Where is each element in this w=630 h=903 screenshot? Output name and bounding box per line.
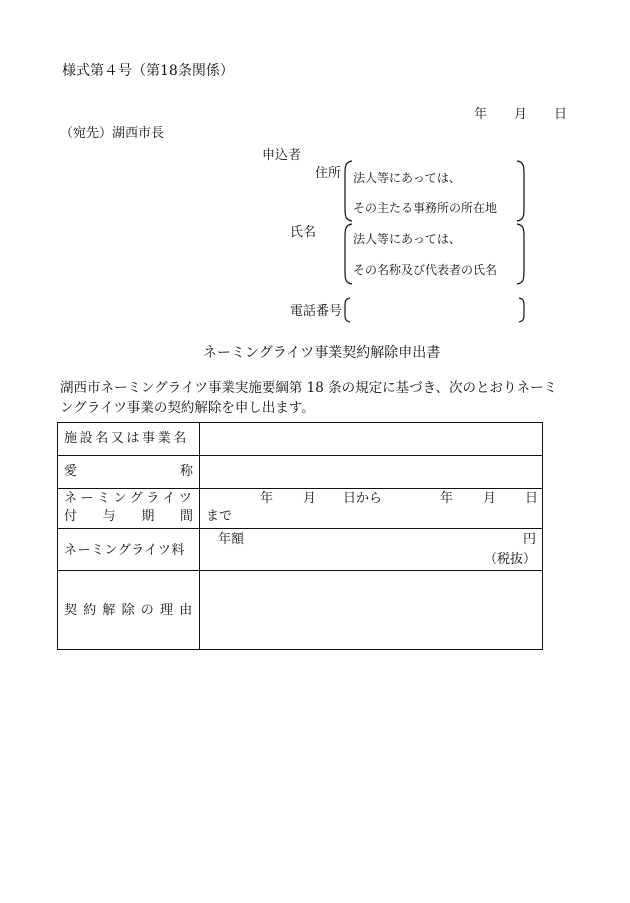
address-label: 住所: [315, 166, 342, 181]
addressee: （宛先）湖西市長: [60, 126, 165, 141]
date-year: 年: [474, 107, 488, 122]
period-from-day: 日から: [343, 491, 383, 506]
period-to-month: 月: [483, 491, 497, 506]
form-number: 様式第４号（第18条関係）: [62, 63, 234, 79]
nickname-label: 愛 称: [64, 464, 193, 479]
period-label-1: ネーミングライツ: [64, 491, 196, 506]
row-nickname: [58, 456, 543, 489]
phone-label: 電話番号: [290, 304, 343, 319]
fee-tax-note: （税抜）: [483, 552, 536, 567]
name-note-1: 法人等にあっては、: [353, 232, 461, 246]
date-month: 月: [514, 107, 528, 122]
body-line-2: ングライツ事業の契約解除を申し出ます。: [60, 400, 315, 416]
body-line-1: 湖西市ネーミングライツ事業実施要綱第 18 条の規定に基づき、次のとおりネーミ: [60, 380, 558, 396]
row-facility: [58, 423, 543, 456]
fee-annual: 年額: [218, 532, 245, 547]
address-note-1: 法人等にあっては、: [353, 171, 461, 185]
facility-field[interactable]: [200, 423, 543, 456]
name-label: 氏名: [290, 225, 317, 240]
address-note-2: その主たる事務所の所在地: [353, 201, 498, 215]
row-reason: [58, 571, 543, 650]
nickname-field[interactable]: [200, 456, 543, 489]
row-fee: [58, 529, 543, 571]
fee-yen: 円: [522, 532, 536, 547]
period-to-year: 年: [440, 491, 454, 506]
application-table: [57, 422, 543, 650]
period-label-2: 付 与 期 間: [64, 509, 193, 524]
reason-field[interactable]: [200, 571, 543, 650]
row-period: [58, 489, 543, 529]
address-field[interactable]: [342, 160, 527, 222]
applicant-heading: 申込者: [262, 148, 302, 163]
name-field[interactable]: [342, 223, 527, 285]
period-field[interactable]: [200, 489, 543, 529]
period-from-month: 月: [303, 491, 317, 506]
period-from-year: 年: [260, 491, 274, 506]
name-note-2: その名称及び代表者の氏名: [353, 263, 498, 277]
fee-label: ネーミングライツ料: [64, 543, 185, 558]
facility-label: 施設名又は事業名: [64, 431, 189, 446]
period-to-day: 日: [525, 491, 539, 506]
fee-field[interactable]: [200, 529, 543, 571]
document-title: ネーミングライツ事業契約解除申出書: [203, 345, 441, 361]
phone-field[interactable]: [350, 298, 520, 322]
date-day: 日: [554, 107, 568, 122]
period-until: まで: [206, 509, 233, 524]
reason-label: 契約解除の理由: [64, 603, 199, 618]
